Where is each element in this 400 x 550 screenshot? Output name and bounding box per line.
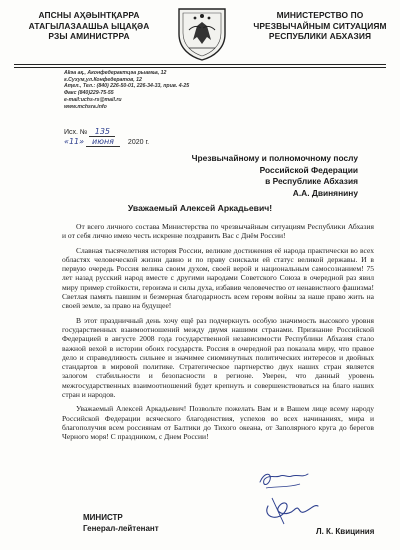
address-line: Факс (840)229-75-55	[64, 90, 114, 97]
address-line: Аҟәа ақ., Аконфедерактцәа рыамҩа, 12	[64, 70, 167, 76]
letter-date	[64, 137, 149, 147]
ministry-name-russian	[250, 10, 390, 42]
signatory-name: Л. К. Квициния	[316, 527, 375, 536]
address-line: www.mchsra.info	[64, 103, 107, 110]
address-line: г.Сухум,ул.Конфедератов, 12	[64, 76, 142, 83]
recipient-block	[192, 153, 358, 199]
recipient-line-2: Российской Федерации	[259, 164, 358, 175]
state-emblem-icon	[175, 4, 229, 62]
header-left-line-1: АПСНЫ АҲӘЫНТҚАРРА	[38, 10, 140, 20]
outgoing-number	[64, 127, 115, 137]
body-paragraph: Уважаемый Алексей Аркадьевич! Позвольте пожелать Вам и в Вашем лице всему народу Российской Федерации всяческого благоденствия, успехов во всех начинаниях, мира и благополучия всем россиянам от Балтики до Тихого океана, от Заполярного круга до берегов Черного моря! С праздником, с Днем России!	[62, 404, 374, 442]
body-paragraph: От всего личного состава Министерства по чрезвычайным ситуациям Республики Абхазия и от себя лично имею честь искренне поздравить Вас с Днём России!	[62, 222, 374, 241]
address-line: e-mail:uchs-rs@mail.ru	[64, 96, 122, 103]
outgoing-number-label: Исх. №	[64, 129, 88, 136]
ministry-address	[64, 70, 189, 110]
body-paragraph: Славная тысячелетняя история России, великие достижения её народа практически во всех областях человеческой жизни давно и по праву снискали ей статус великой державы. И в первую очередь Россия велика своим духом, своей верой и национальным самосознанием! 75 лет назад русский народ вместе с другими народами Советского Союза в очередной раз явил миру пример стойкости, героизма и силы духа, избавив человечество от ненавистного фашизма! Светлая память павшим и безмерная благодарность всем героям войны за наше право жить на своей земле, за право на будущее!	[62, 245, 374, 311]
header-divider-thin	[14, 67, 386, 68]
date-year: 2020 г.	[127, 139, 150, 146]
recipient-line-3: в Республике Абхазия	[265, 176, 358, 187]
handwritten-signature-icon	[254, 466, 324, 530]
header-left-line-2: АТАГЫЛАЗААШЬА ЫЦАҚӘА	[28, 20, 150, 31]
salutation: Уважаемый Алексей Аркадьевич!	[127, 203, 273, 213]
outgoing-number-value: 135	[94, 127, 111, 136]
recipient-line-1: Чрезвычайному и полномочному послу	[191, 153, 358, 163]
header-left-line-3: РЗЫ АМИНИСТРРА	[48, 31, 130, 41]
signatory-title-line-2: Генерал-лейтенант	[83, 523, 159, 533]
ministry-name-abkhaz	[14, 10, 164, 42]
body-paragraph: В этот праздничный день хочу ещё раз подчеркнуть особую значимость высокого уровня государственных взаимоотношений между двумя нашими странами. Признание Российской Федерацией в августе 2008 года государственной независимости Республики Абхазия стало важной вехой в истории обоих государств. Россия в очередной раз показала миру, что правое дело и справедливость сильнее и значимее сиюминутных политических интересов и двойных стандартов в мировой политике. Стратегическое партнерство двух наших стран является залогом стабильности и безопасности в регионе. Уверен, что данный уровень межгосударственных взаимоотношений будет крепнуть и совершенствоваться на благо наших стран и народов.	[62, 315, 374, 400]
recipient-line-4: А.А. Двинянину	[292, 187, 358, 198]
header-divider-thick	[14, 64, 386, 65]
signatory-title-line-1: МИНИСТР	[83, 513, 123, 522]
header-right-line-2: ЧРЕЗВЫЧАЙНЫМ СИТУАЦИЯМ	[253, 20, 387, 31]
signatory-title	[83, 513, 159, 535]
address-line: Аҭел., Тел.: (840) 226-50-01, 226-34-33, прив. 4-25	[64, 83, 190, 90]
header-right-line-1: МИНИСТЕРСТВО ПО	[276, 10, 364, 20]
date-month: июня	[92, 137, 114, 146]
letter-body	[62, 222, 374, 443]
header-right-line-3: РЕСПУБЛИКИ АБХАЗИЯ	[268, 31, 372, 41]
date-day: «11»	[64, 137, 85, 146]
